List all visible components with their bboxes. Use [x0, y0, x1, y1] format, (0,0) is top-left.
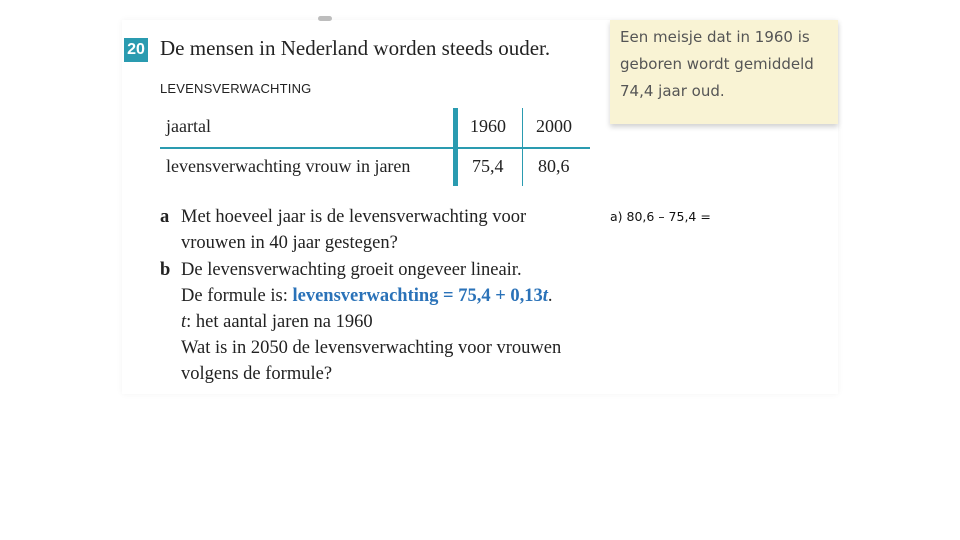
question-b-line: Wat is in 2050 de levensverwachting voor vrouwen: [181, 338, 562, 358]
variable-symbol: t: [181, 312, 187, 332]
life-expectancy-table: [160, 108, 590, 186]
formula-end: .: [547, 286, 553, 306]
question-a-line: Met hoeveel jaar is de levensverwachting voor: [181, 207, 527, 227]
variable-definition: : het aantal jaren na 1960: [186, 312, 373, 332]
sticky-note: [610, 20, 838, 124]
formula-prefix: De formule is:: [181, 286, 293, 306]
section-label: LEVENSVERWACHTING: [160, 81, 312, 96]
table-divider: [522, 108, 523, 186]
question-a-letter: a: [160, 207, 170, 227]
question-b-formula-line: [181, 286, 553, 307]
table-cell: 2000: [536, 116, 572, 136]
exercise-title: De mensen in Nederland worden steeds ouder.: [160, 36, 551, 60]
table-cell: 80,6: [538, 156, 570, 176]
exercise-number-badge: 20: [124, 38, 148, 62]
table-divider: [160, 147, 590, 149]
table-divider: [453, 108, 458, 186]
note-line: geboren wordt gemiddeld: [620, 55, 814, 73]
answer-text: a) 80,6 – 75,4 =: [610, 209, 711, 224]
question-b-letter: b: [160, 260, 171, 280]
question-b-line: volgens de formule?: [181, 364, 333, 384]
table-cell: jaartal: [166, 116, 211, 136]
note-line: 74,4 jaar oud.: [620, 82, 725, 100]
note-line: Een meisje dat in 1960 is: [620, 28, 810, 46]
formula-variable: t: [542, 286, 548, 306]
question-a-line: vrouwen in 40 jaar gestegen?: [181, 233, 398, 253]
question-b-line: De levensverwachting groeit ongeveer lineair.: [181, 260, 522, 280]
table-cell: 1960: [470, 116, 506, 136]
question-b-variable-definition: [181, 312, 373, 333]
page-edge-mark: [318, 16, 332, 21]
table-cell: 75,4: [472, 156, 504, 176]
formula: levensverwachting = 75,4 + 0,13: [292, 286, 543, 306]
table-cell: levensverwachting vrouw in jaren: [166, 156, 411, 176]
